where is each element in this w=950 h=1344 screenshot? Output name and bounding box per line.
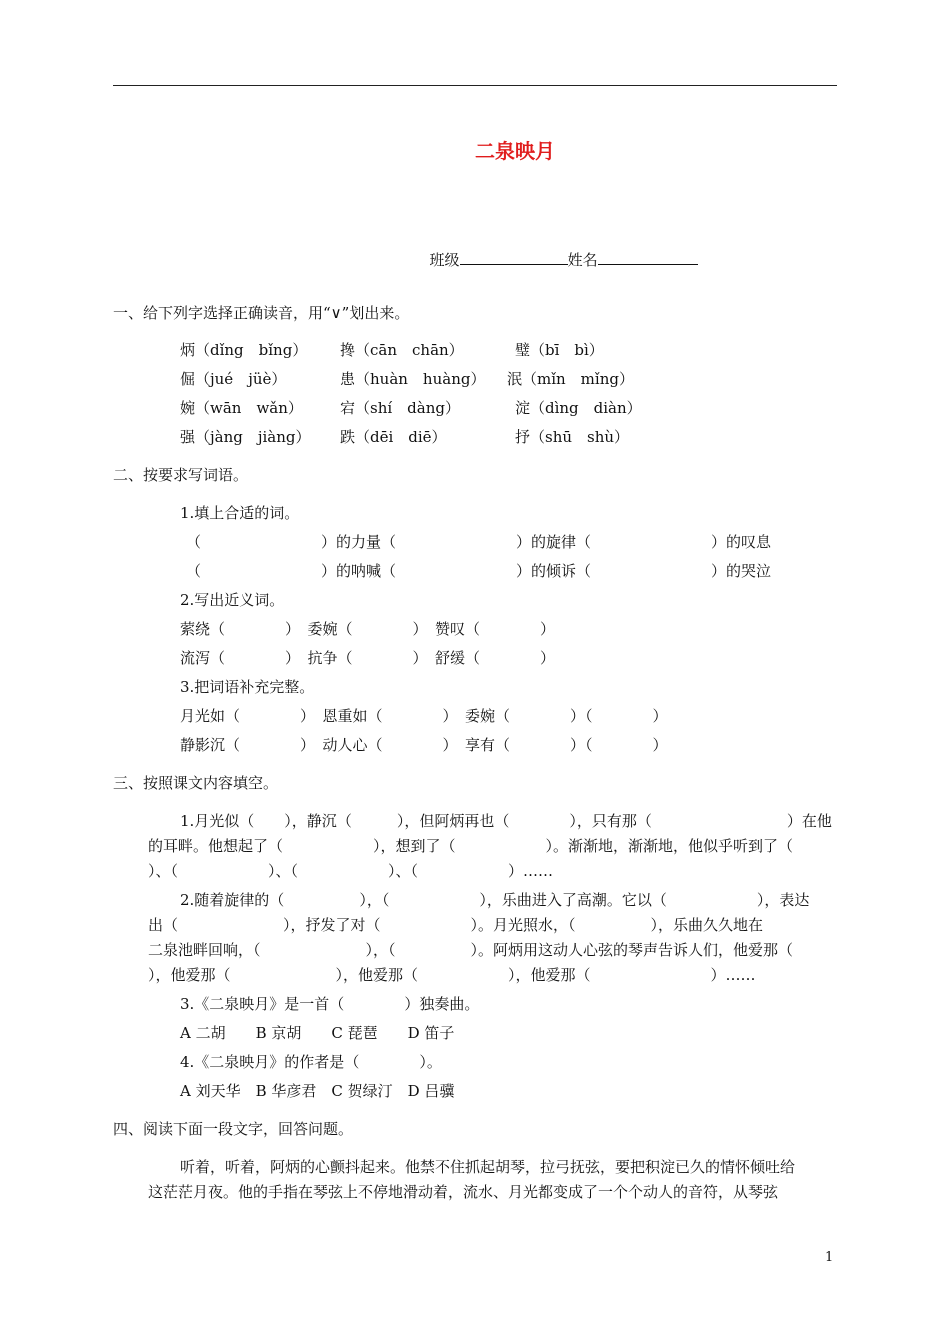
text-line: 听着，听着，阿炳的心颤抖起来。他禁不住抓起胡琴，拉弓抚弦，要把积淀已久的情怀倾吐给 [180,1158,796,1176]
page-title: 二泉映月 [475,139,555,163]
pinyin-item: 炳（dǐng bǐng） [180,341,308,359]
page-number: 1 [825,1250,834,1265]
name-field[interactable] [598,248,698,265]
pinyin-item: 璧（bī bì） [515,341,604,359]
pinyin-item: 强（jàng jiàng） [180,428,311,446]
pinyin-item: 搀（cān chān） [340,341,464,359]
pinyin-item: 淀（dìng diàn） [515,399,642,417]
section4-heading: 四、阅读下面一段文字，回答问题。 [113,1120,354,1138]
text-line: 这茫茫月夜。他的手指在琴弦上不停地滑动着，流水、月光都变成了一个个动人的音符，从琴弦 [148,1183,779,1201]
section2-heading: 二、按要求写词语。 [113,466,249,484]
text-line: ），他爱那（ ），他爱那（ ），他爱那（ ）…… [148,966,756,984]
fill-row: 萦绕（ ） 委婉（ ） 赞叹（ ） [180,620,556,638]
class-field[interactable] [460,248,568,265]
text-line: 二泉池畔回响，（ ），（ ）。阿炳用这动人心弦的琴声告诉人们，他爱那（ [148,941,794,959]
text-line: ）、（ ）、（ ）、（ ）…… [148,862,554,880]
question-label: 4.《二泉映月》的作者是（ ）。 [180,1053,442,1071]
section1-heading: 一、给下列字选择正确读音，用“∨”划出来。 [113,304,410,322]
question-label: 3.把词语补充完整。 [180,678,315,696]
fill-row: 流泻（ ） 抗争（ ） 舒缓（ ） [180,649,556,667]
text-line: 的耳畔。他想起了（ ），想到了（ ）。渐渐地，渐渐地，他似乎听到了（ [148,837,794,855]
fill-row: 月光如（ ） 恩重如（ ） 委婉（ ）（ ） [180,707,668,725]
choice-row: A 二胡 B 京胡 C 琵琶 D 笛子 [180,1024,455,1042]
text-line: 1.月光似（ ），静沉（ ），但阿炳再也（ ），只有那（ ）在他 [180,812,832,830]
fill-row: （ ）的力量（ ）的旋律（ ）的叹息 [186,533,772,551]
pinyin-item: 患（huàn huàng） [340,370,486,388]
pinyin-item: 跌（dēi diē） [340,428,447,446]
fill-row: （ ）的呐喊（ ）的倾诉（ ）的哭泣 [186,562,772,580]
question-label: 2.写出近义词。 [180,591,285,609]
text-line: 2.随着旋律的（ ），（ ），乐曲进入了高潮。它以（ ），表达 [180,891,810,909]
name-label: 姓名 [567,251,598,269]
pinyin-item: 泯（mǐn mǐng） [507,370,634,388]
question-label: 3.《二泉映月》是一首（ ）独奏曲。 [180,995,480,1013]
question-label: 1.填上合适的词。 [180,504,300,522]
text-line: 出（ ），抒发了对（ ）。月光照水，（ ），乐曲久久地在 [148,916,764,934]
pinyin-item: 抒（shū shù） [515,428,630,446]
pinyin-item: 倔（jué jüè） [180,370,287,388]
fill-row: 静影沉（ ） 动人心（ ） 享有（ ）（ ） [180,736,668,754]
pinyin-item: 婉（wān wǎn） [180,399,303,417]
header-rule [113,85,837,86]
choice-row: A 刘天华 B 华彦君 C 贺绿汀 D 吕骥 [180,1082,455,1100]
class-label: 班级 [429,251,460,269]
pinyin-item: 宕（shí dàng） [340,399,460,417]
student-info [420,228,698,270]
section3-heading: 三、按照课文内容填空。 [113,774,279,792]
